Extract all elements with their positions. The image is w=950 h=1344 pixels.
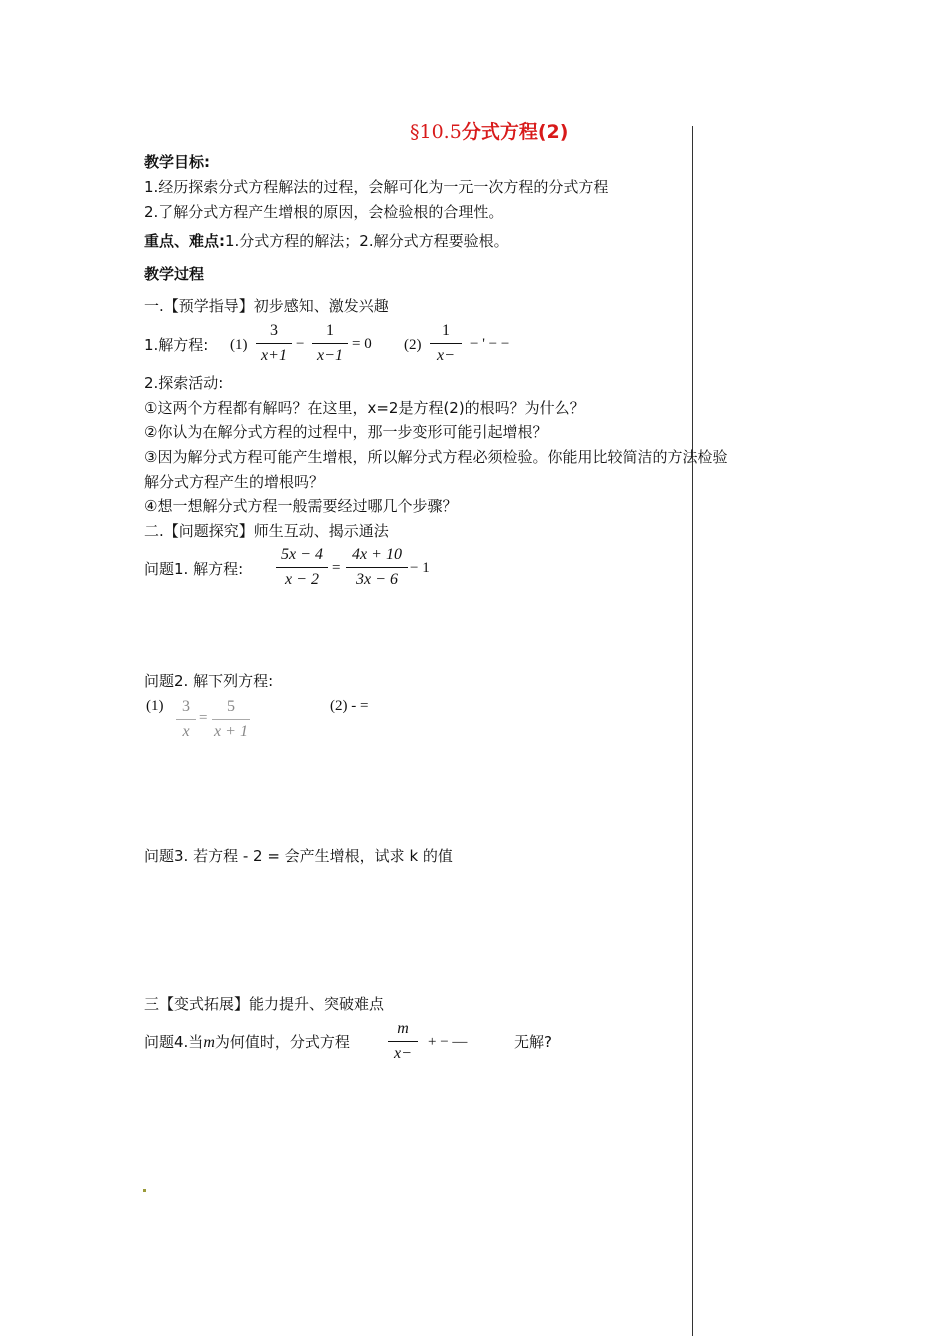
p3-text: 问题3. 若方程 - 2 = 会产生增根，试求 k 的值 [144, 847, 453, 865]
p1-tail: − 1 [410, 560, 430, 576]
explore-3: ③因为解分式方程可能产生增根，所以解分式方程必须检验。你能用比较简洁的方法检验 [144, 448, 728, 466]
p1-label: 问题1. 解方程: [144, 560, 244, 578]
p4-tail: + − — [428, 1034, 468, 1050]
objectives-heading: 教学目标: [144, 153, 210, 171]
q1-label: 1.解方程: [144, 336, 209, 354]
p2-label: 问题2. 解下列方程: [144, 672, 274, 690]
q1-eq1-num2: 1 [326, 322, 334, 339]
p1-frac1 [276, 544, 328, 591]
p2-den1: x [182, 723, 190, 740]
p1-den2: 3x − 6 [356, 571, 398, 588]
p4-num: m [397, 1020, 409, 1037]
p2-part2: (2) - = [330, 698, 369, 714]
p1-frac2 [346, 544, 408, 591]
p2-frac1 [176, 696, 196, 743]
q1-part1: (1) [230, 337, 248, 353]
q1-eq2-den1: x− [437, 347, 455, 364]
key-label: 重点、难点: [144, 232, 225, 250]
process-heading: 教学过程 [144, 265, 205, 283]
p1-num2: 4x + 10 [352, 546, 402, 563]
p2-part1: (1) [146, 698, 164, 714]
stray-dot [143, 1189, 146, 1192]
p2-num1: 3 [182, 698, 190, 715]
q1-eq2-num1: 1 [442, 322, 450, 339]
q1-eq1-rhs: = 0 [352, 336, 372, 352]
p4-var: m [203, 1034, 215, 1051]
p4-middle: 为何值时，分式方程 [214, 1033, 350, 1051]
q1-eq1-frac1 [256, 320, 292, 367]
title-symbol: §10.5 [410, 121, 462, 143]
section1-heading: 一.【预学指导】初步感知、激发兴趣 [144, 297, 389, 315]
p1-equals: = [332, 560, 341, 576]
q1-eq2-tail: − ' − − [470, 336, 510, 352]
p4-den: x− [394, 1045, 412, 1062]
p4-frac [388, 1018, 418, 1065]
title-text: 分式方程(2) [461, 121, 569, 143]
p1-den1: x − 2 [285, 571, 319, 588]
explore-4: ④想一想解分式方程一般需要经过哪几个步骤？ [144, 497, 458, 515]
q1-eq1-minus: − [296, 336, 305, 352]
objective-2: 2.了解分式方程产生增根的原因，会检验根的合理性。 [144, 203, 504, 221]
p2-equals: = [199, 710, 208, 726]
explore-2: ②你认为在解分式方程的过程中，那一步变形可能引起增根？ [144, 423, 548, 441]
section2-heading: 二.【问题探究】师生互动、揭示通法 [144, 522, 389, 540]
p2-den2: x + 1 [214, 723, 248, 740]
q1-eq2-frac1 [430, 320, 462, 367]
p2-frac2 [212, 696, 250, 743]
explore-3b: 解分式方程产生的增根吗？ [144, 473, 325, 491]
q1-eq1-frac2 [312, 320, 348, 367]
page-title [410, 122, 568, 142]
explore-label: 2.探索活动: [144, 374, 224, 392]
objective-1: 1.经历探索分式方程解法的过程，会解可化为一元一次方程的分式方程 [144, 178, 609, 196]
q1-eq1-den2: x−1 [317, 347, 343, 364]
q1-eq1-num1: 3 [270, 322, 278, 339]
vertical-rule [692, 126, 693, 1336]
explore-1: ①这两个方程都有解吗？在这里，x=2是方程(2)的根吗？为什么？ [144, 399, 585, 417]
q1-part2: (2) [404, 337, 422, 353]
q1-eq1-den1: x+1 [261, 347, 287, 364]
p4-prefix: 问题4.当 [144, 1033, 204, 1051]
p1-num1: 5x − 4 [281, 546, 323, 563]
p4-suffix: 无解? [514, 1033, 552, 1051]
section3-heading: 三【变式拓展】能力提升、突破难点 [144, 995, 385, 1013]
key-text: 1.分式方程的解法；2.解分式方程要验根。 [225, 232, 509, 250]
p2-num2: 5 [227, 698, 235, 715]
p4-line [144, 1032, 350, 1053]
key-points [144, 231, 509, 251]
